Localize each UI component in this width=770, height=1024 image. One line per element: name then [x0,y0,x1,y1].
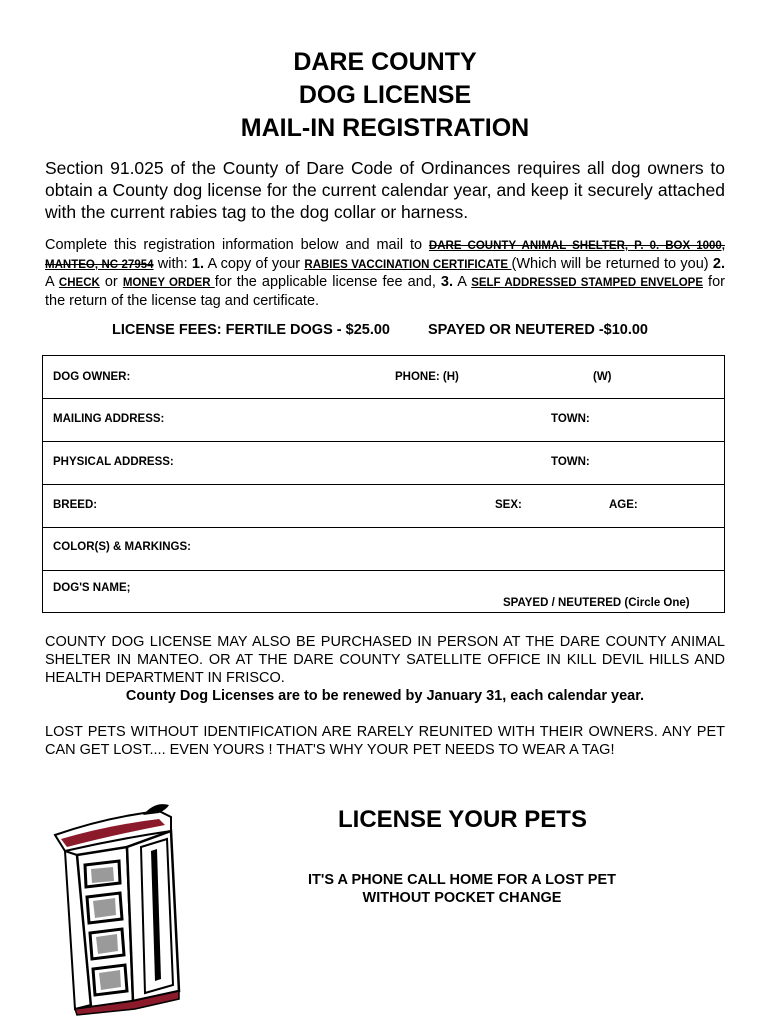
age-label: AGE: [609,499,638,511]
shelter-address: DARE COUNTY ANIMAL SHELTER, P. 0. BOX 1000, MANTEO, NC 27954 [45,240,725,271]
title-line-county: DARE COUNTY [293,48,477,76]
instr-text-5: A [45,274,59,290]
license-fees [112,322,648,338]
spayed-neutered-label: SPAYED / NEUTERED (Circle One) [503,597,690,609]
item-number-3: 3. [440,274,454,290]
instr-text-6: or [99,274,123,290]
rabies-certificate: RABIES VACCINATION CERTIFICATE [304,258,512,271]
instr-text-7: for the applicable license fee and, [214,274,441,290]
registration-form [42,355,725,613]
in-person-notice [45,633,725,705]
lost-pets-notice: LOST PETS WITHOUT IDENTIFICATION ARE RARELY REUNITED WITH THEIR OWNERS. ANY PET CAN GET LOST.... EVEN YOURS ! THAT'S WHY YOUR PET NEEDS TO WEAR A TAG! [45,724,725,758]
fee-fertile: LICENSE FEES: FERTILE DOGS - $25.00 [112,322,390,338]
sase-label: SELF ADDRESSED STAMPED ENVELOPE [471,277,703,289]
fee-spayed: SPAYED OR NEUTERED -$10.00 [428,322,648,338]
mailing-address-label: MAILING ADDRESS: [53,413,165,425]
instr-text-9: for the return of the license tag and certificate. [45,274,725,309]
phone-home-label: PHONE: (H) [395,371,459,383]
instr-text-8: A [453,274,472,290]
in-person-text: COUNTY DOG LICENSE MAY ALSO BE PURCHASED IN PERSON AT THE DARE COUNTY ANIMAL SHELTER IN MANTEO. OR AT THE DARE COUNTY SATELLITE OFFICE IN KILL DEVIL HILLS AND HEALTH DEPARTMENT IN FRISCO. [45,634,725,686]
form-row-physical [43,442,724,485]
physical-address-label: PHYSICAL ADDRESS: [53,456,174,468]
instr-text-4: (Which will be returned to you) [511,255,713,272]
dog-name-label: DOG'S NAME; [53,582,131,594]
money-order-label: MONEY ORDER [122,277,215,289]
phone-work-label: (W) [593,371,612,383]
breed-label: BREED: [53,499,98,511]
check-label: CHECK [58,277,100,289]
mailing-town-label: TOWN: [551,413,590,425]
phone-booth-icon [47,795,187,1017]
renewal-note: County Dog Licenses are to be renewed by January 31, each calendar year. [125,688,645,704]
phone-call-tagline [282,871,642,907]
color-markings-label: COLOR(S) & MARKINGS: [53,541,191,553]
title-line-license: DOG LICENSE [298,81,472,109]
tagline-line-2: WITHOUT POCKET CHANGE [362,890,562,906]
title-line-registration: MAIL-IN REGISTRATION [240,114,530,142]
form-row-mailing [43,399,724,442]
sex-label: SEX: [495,499,522,511]
dog-owner-label: DOG OWNER: [53,371,131,383]
form-row-owner [43,356,724,399]
instr-text-1: Complete this registration information below and mail to [45,237,429,253]
document-title [0,46,770,145]
tagline-line-1: IT'S A PHONE CALL HOME FOR A LOST PET [308,872,616,888]
physical-town-label: TOWN: [551,456,590,468]
item-number-1: 1. [191,255,204,272]
form-row-breed [43,485,724,528]
form-row-color [43,528,724,571]
item-number-2: 2. [712,255,725,272]
instr-text-3: A copy of your [203,255,305,272]
instr-text-2: with: [153,255,192,272]
ordinance-paragraph: Section 91.025 of the County of Dare Code of Ordinances requires all dog owners to obtain a County dog license for the current calendar year, and keep it securely attached with the current rabies tag to the dog collar or harness. [45,158,725,222]
form-row-dog-name [43,571,724,613]
license-your-pets-heading: LICENSE YOUR PETS [338,806,587,833]
instructions-paragraph [45,237,725,310]
